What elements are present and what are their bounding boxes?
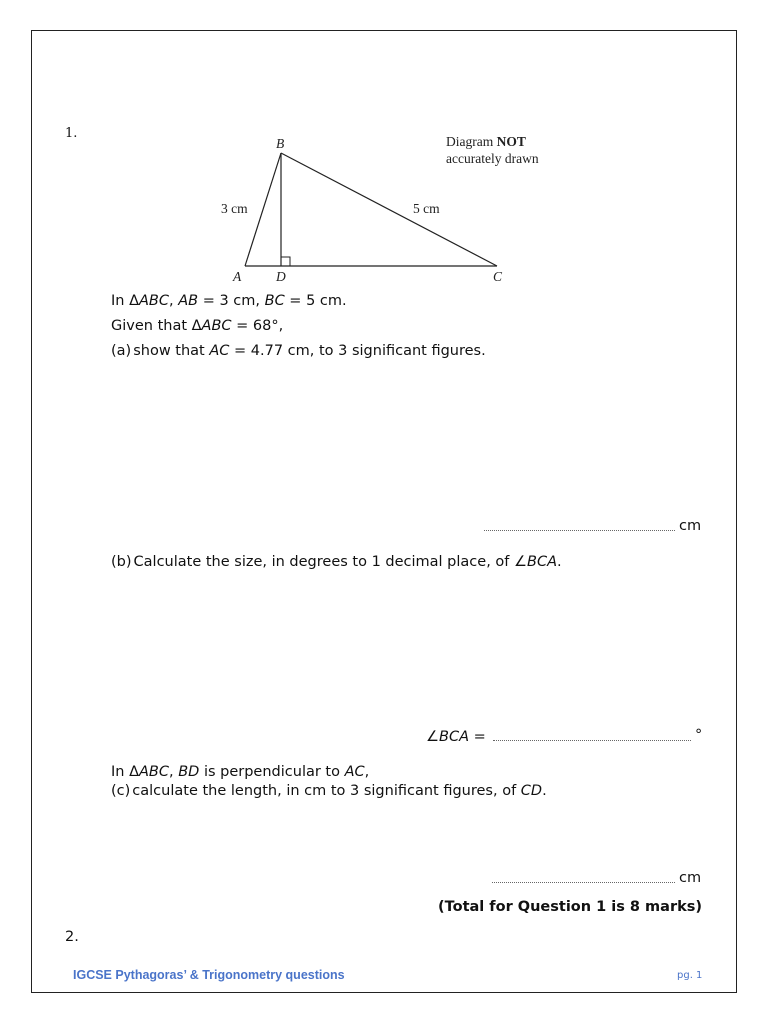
- part-c-label: (c): [111, 783, 131, 799]
- side-ab-label: 3 cm: [221, 201, 248, 216]
- intro-line-2: Given that ΔABC = 68°,: [111, 318, 284, 334]
- answer-a-line[interactable]: [484, 530, 675, 531]
- answer-b-line[interactable]: [493, 740, 691, 741]
- answer-b-prefix: ∠BCA =: [426, 729, 486, 745]
- part-c-question: (c) calculate the length, in cm to 3 significant figures, of CD.: [111, 783, 547, 799]
- part-a-question: (a) show that AC = 4.77 cm, to 3 significant figures.: [111, 343, 486, 359]
- part-c-intro: In ΔABC, BD is perpendicular to AC,: [111, 764, 370, 780]
- diagram-note-pre: Diagram: [446, 134, 497, 149]
- vertex-b-label: B: [276, 136, 285, 151]
- diagram-note-bold: NOT: [496, 134, 526, 149]
- footer-page-number: pg. 1: [677, 970, 703, 981]
- diagram-note: [446, 133, 539, 167]
- side-ab: [245, 153, 281, 266]
- question-1-total: (Total for Question 1 is 8 marks): [438, 899, 702, 915]
- footer-title: IGCSE Pythagoras’ & Trigonometry questions: [73, 968, 345, 982]
- part-b-question: (b) Calculate the size, in degrees to 1 decimal place, of ∠BCA.: [111, 554, 562, 570]
- right-angle-marker: [281, 257, 290, 266]
- intro-line-1: In ΔABC, AB = 3 cm, BC = 5 cm.: [111, 293, 347, 309]
- vertex-a-label: A: [233, 269, 242, 284]
- side-bc-label: 5 cm: [413, 201, 440, 216]
- part-b-label: (b): [111, 554, 132, 570]
- question-1-number: 1.: [65, 126, 78, 141]
- answer-c-unit: cm: [679, 870, 702, 886]
- answer-c-line[interactable]: [492, 882, 675, 883]
- part-a-label: (a): [111, 343, 132, 359]
- side-bc: [281, 153, 497, 266]
- answer-a-unit: cm: [679, 518, 702, 534]
- vertex-d-label: D: [276, 269, 286, 284]
- vertex-c-label: C: [493, 269, 503, 284]
- question-2-number: 2.: [65, 929, 79, 945]
- answer-b-unit: °: [695, 727, 703, 743]
- diagram-note-line2: accurately drawn: [446, 151, 539, 166]
